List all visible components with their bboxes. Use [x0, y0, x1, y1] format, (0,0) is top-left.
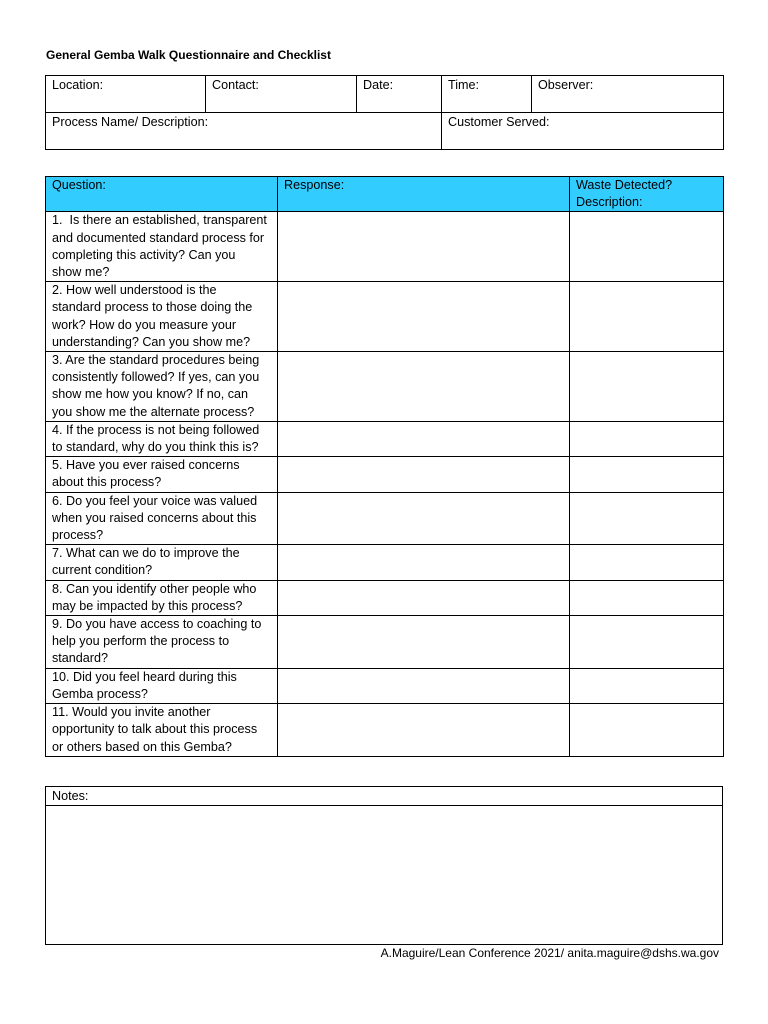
- question-row: [46, 616, 724, 669]
- contact-label: Contact:: [212, 78, 259, 92]
- question-header-label: Question:: [52, 178, 106, 192]
- customer-label: Customer Served:: [448, 115, 550, 129]
- notes-label: Notes:: [52, 789, 89, 803]
- question-text-line: understanding? Can you show me?: [52, 334, 251, 349]
- waste-cell: [570, 457, 724, 492]
- waste-cell: [570, 545, 724, 580]
- checklist-header-row: [46, 177, 724, 212]
- question-text-line: 4. If the process is not being followed: [52, 422, 260, 437]
- question-text-line: standard process to those doing the: [52, 300, 253, 315]
- question-row: [46, 704, 724, 757]
- question-text-line: and documented standard process for: [52, 230, 265, 245]
- footer-credit: A.Maguire/Lean Conference 2021/ anita.maguire@dshs.wa.gov: [380, 946, 719, 960]
- question-cell: [46, 668, 278, 703]
- question-text-line: or others based on this Gemba?: [52, 739, 232, 754]
- question-cell: [46, 616, 278, 669]
- question-cell: [46, 352, 278, 422]
- question-cell: [46, 492, 278, 545]
- notes-body-row: [46, 806, 723, 945]
- question-text-line: consistently followed? If yes, can you: [52, 370, 260, 385]
- process-cell: [46, 113, 442, 150]
- question-text-line: work? How do you measure your: [52, 317, 237, 332]
- response-cell: [278, 580, 570, 615]
- question-text-line: standard?: [52, 651, 109, 666]
- question-row: [46, 545, 724, 580]
- notes-label-row: [46, 787, 723, 806]
- question-text-line: 11. Would you invite another: [52, 705, 211, 720]
- waste-cell: [570, 282, 724, 352]
- question-text-line: about this process?: [52, 475, 162, 490]
- question-text-line: process?: [52, 528, 104, 543]
- info-table: [45, 75, 724, 150]
- waste-header-label-line-2: Description:: [576, 195, 643, 210]
- question-cell: [46, 704, 278, 757]
- process-label: Process Name/ Description:: [52, 115, 209, 129]
- question-text-line: help you perform the process to: [52, 634, 230, 649]
- time-label: Time:: [448, 78, 480, 92]
- question-text-line: 10. Did you feel heard during this: [52, 669, 237, 684]
- question-text-line: 1. Is there an established, transparent: [52, 213, 267, 228]
- question-text-line: current condition?: [52, 563, 153, 578]
- question-row: [46, 282, 724, 352]
- response-cell: [278, 492, 570, 545]
- question-text-line: to standard, why do you think this is?: [52, 440, 259, 455]
- response-cell: [278, 457, 570, 492]
- question-text-line: opportunity to talk about this process: [52, 722, 258, 737]
- location-label: Location:: [52, 78, 104, 92]
- question-row: [46, 492, 724, 545]
- question-text-line: when you raised concerns about this: [52, 510, 257, 525]
- question-text-line: 9. Do you have access to coaching to: [52, 617, 262, 632]
- response-cell: [278, 282, 570, 352]
- question-row: [46, 580, 724, 615]
- question-cell: [46, 457, 278, 492]
- date-cell: [357, 76, 442, 113]
- waste-cell: [570, 668, 724, 703]
- question-row: [46, 668, 724, 703]
- checklist-body: [46, 212, 724, 756]
- contact-cell: [206, 76, 357, 113]
- question-text-line: 3. Are the standard procedures being: [52, 353, 260, 368]
- waste-cell: [570, 580, 724, 615]
- question-row: [46, 352, 724, 422]
- question-cell: [46, 212, 278, 282]
- customer-cell: [442, 113, 724, 150]
- response-cell: [278, 212, 570, 282]
- response-cell: [278, 352, 570, 422]
- question-text-line: 2. How well understood is the: [52, 283, 217, 298]
- question-text-line: completing this activity? Can you: [52, 247, 236, 262]
- response-header-label: Response:: [284, 178, 345, 192]
- question-row: [46, 212, 724, 282]
- question-text-line: 6. Do you feel your voice was valued: [52, 493, 258, 508]
- question-column-header: [46, 177, 278, 212]
- checklist-table: [45, 176, 724, 757]
- question-text-line: 8. Can you identify other people who: [52, 581, 257, 596]
- observer-label: Observer:: [538, 78, 594, 92]
- response-cell: [278, 545, 570, 580]
- question-cell: [46, 580, 278, 615]
- observer-cell: [532, 76, 724, 113]
- question-text-line: 5. Have you ever raised concerns: [52, 458, 240, 473]
- question-text-line: may be impacted by this process?: [52, 598, 243, 613]
- waste-cell: [570, 352, 724, 422]
- waste-column-header: [570, 177, 724, 212]
- location-cell: [46, 76, 206, 113]
- date-label: Date:: [363, 78, 394, 92]
- waste-header-label-line-1: Waste Detected?: [576, 178, 673, 192]
- question-cell: [46, 282, 278, 352]
- question-row: [46, 457, 724, 492]
- response-cell: [278, 704, 570, 757]
- waste-cell: [570, 421, 724, 456]
- question-cell: [46, 545, 278, 580]
- notes-label-cell: [46, 787, 723, 806]
- waste-cell: [570, 616, 724, 669]
- question-text-line: show me?: [52, 265, 110, 280]
- response-cell: [278, 421, 570, 456]
- question-text-line: Gemba process?: [52, 686, 148, 701]
- waste-cell: [570, 212, 724, 282]
- response-cell: [278, 616, 570, 669]
- notes-table: [45, 786, 723, 945]
- info-row-1: [46, 76, 724, 113]
- question-row: [46, 421, 724, 456]
- response-cell: [278, 668, 570, 703]
- notes-area: [46, 806, 723, 945]
- question-cell: [46, 421, 278, 456]
- time-cell: [442, 76, 532, 113]
- document-title: General Gemba Walk Questionnaire and Checklist: [46, 48, 331, 62]
- waste-cell: [570, 492, 724, 545]
- question-text-line: you show me the alternate process?: [52, 404, 255, 419]
- response-column-header: [278, 177, 570, 212]
- waste-cell: [570, 704, 724, 757]
- info-row-2: [46, 113, 724, 150]
- question-text-line: 7. What can we do to improve the: [52, 546, 240, 561]
- question-text-line: show me how you know? If no, can: [52, 387, 249, 402]
